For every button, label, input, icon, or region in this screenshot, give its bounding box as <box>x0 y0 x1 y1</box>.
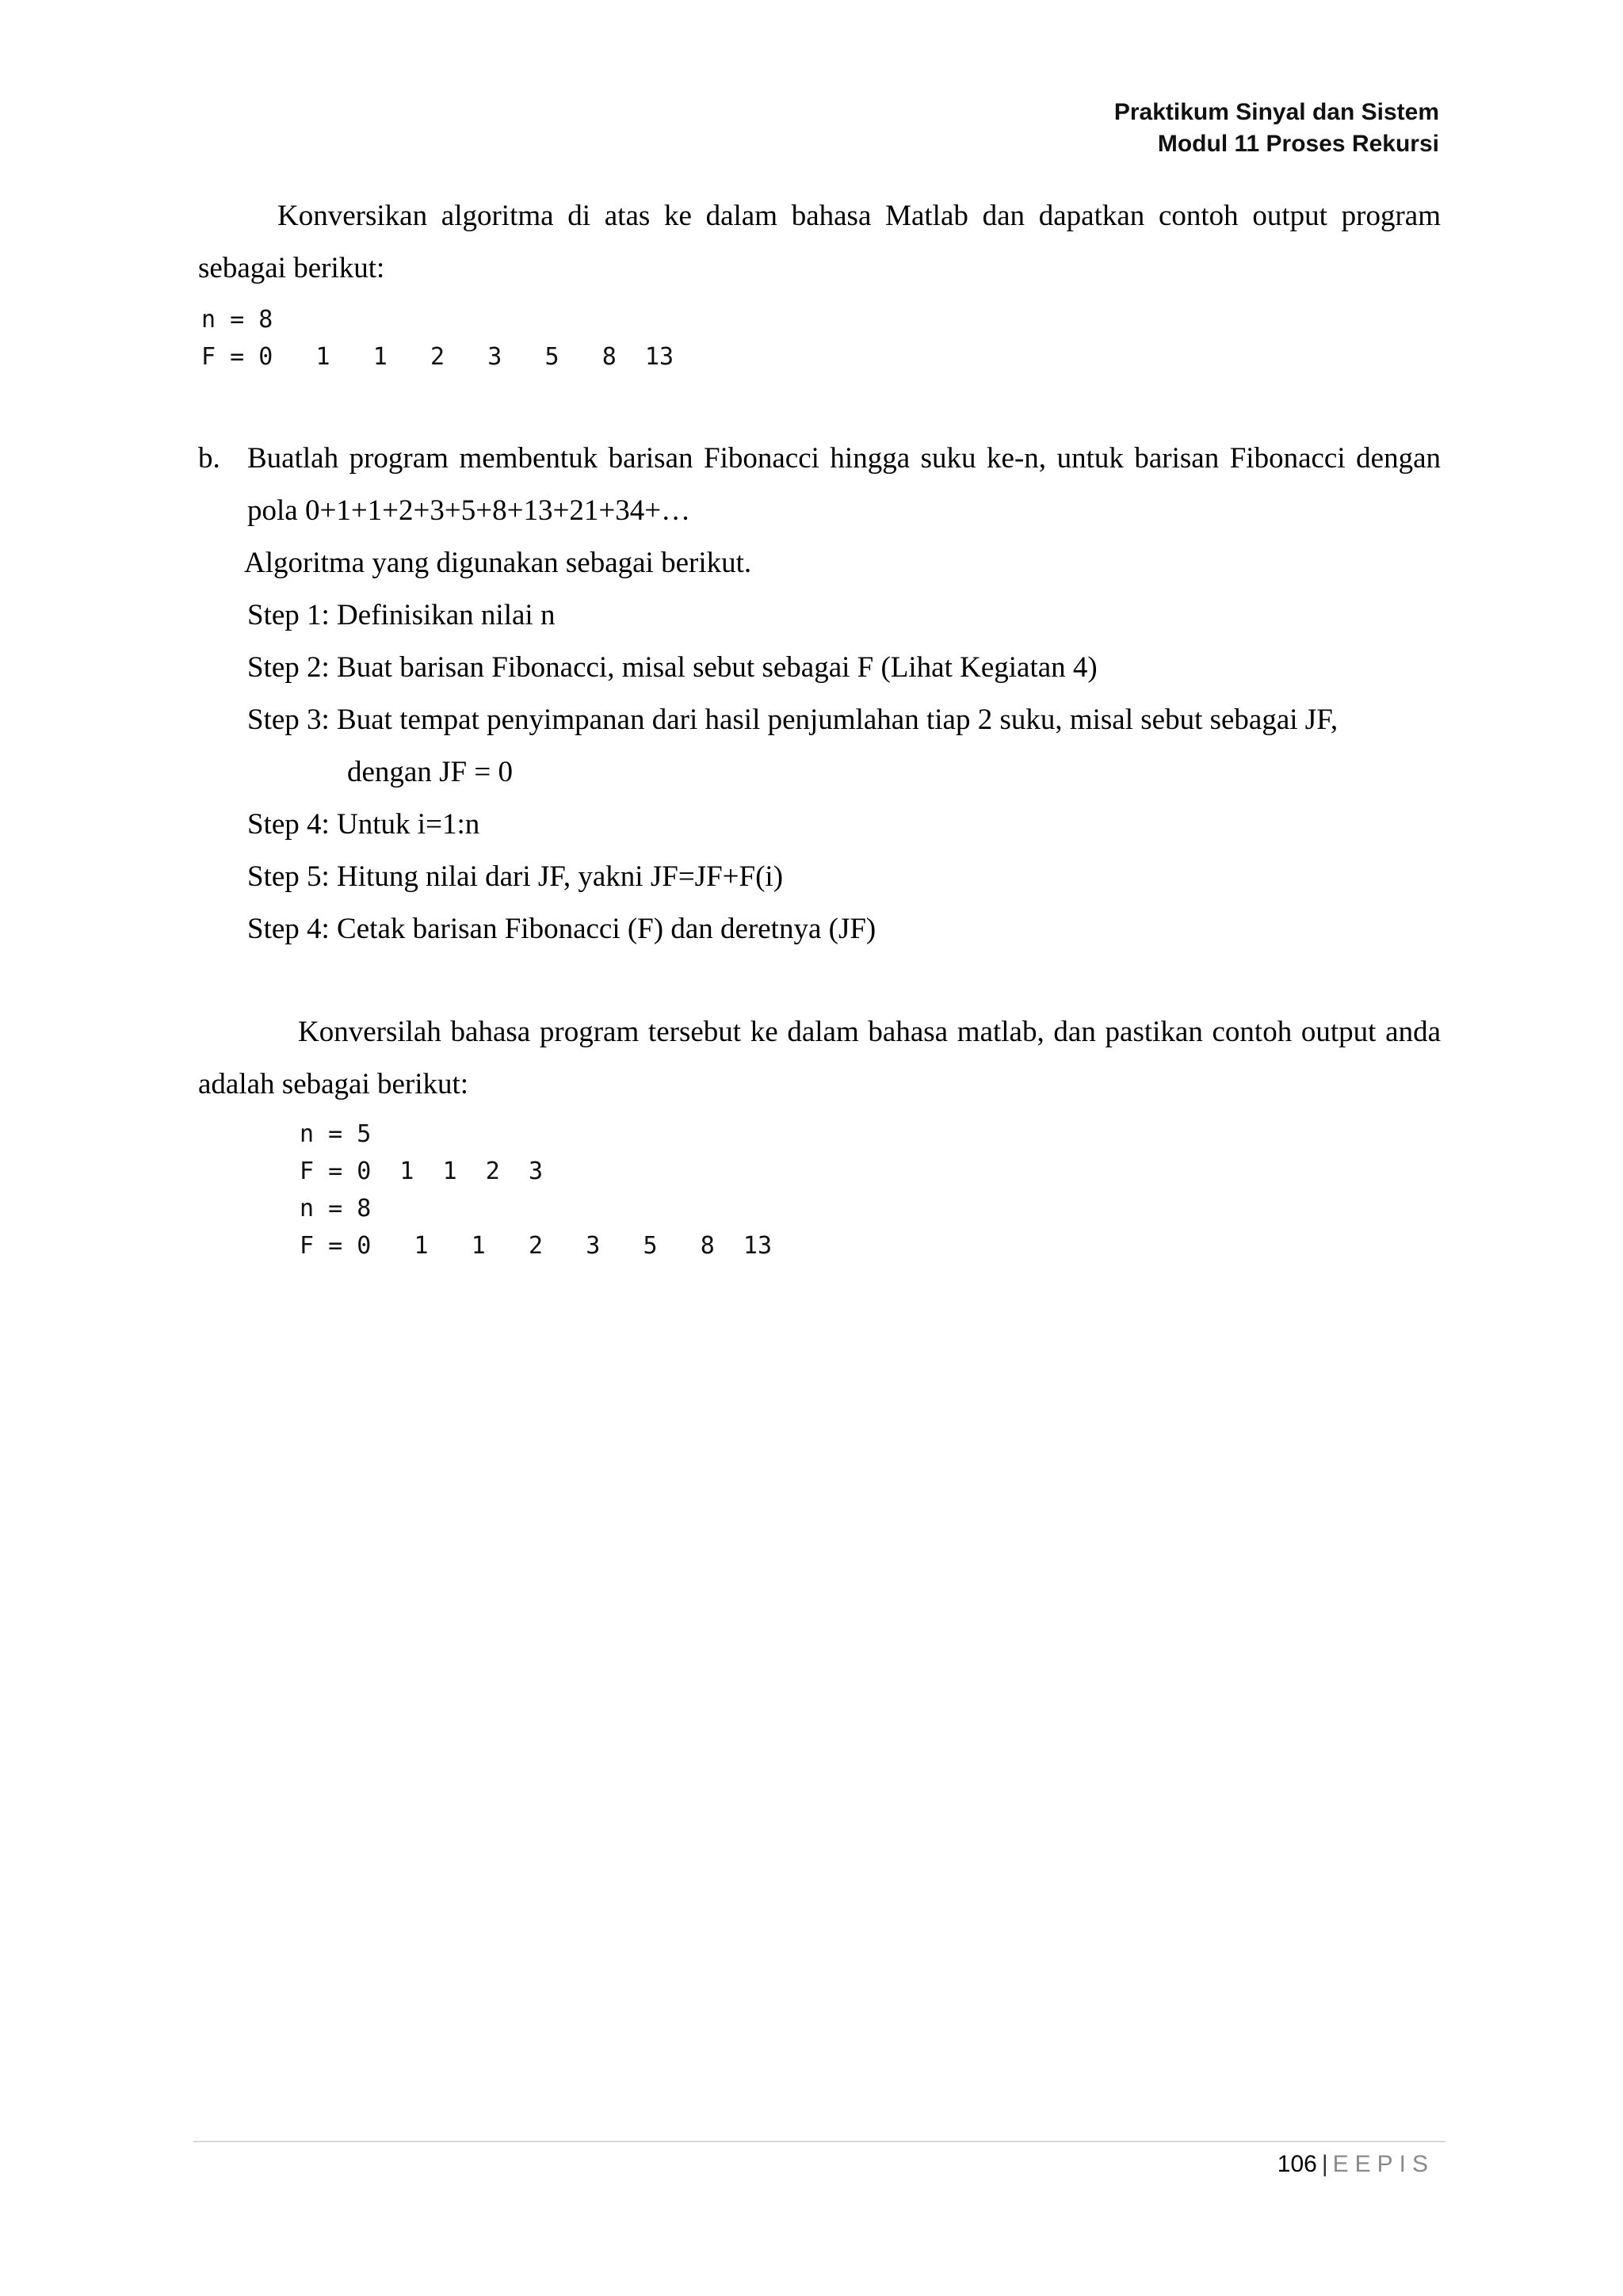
step-item: Step 4: Untuk i=1:n <box>247 808 480 841</box>
algorithm-intro: Algoritma yang digunakan sebagai berikut. <box>244 547 752 579</box>
step-item: Step 4: Cetak barisan Fibonacci (F) dan deretnya (JF) <box>247 913 876 945</box>
step-item: Step 2: Buat barisan Fibonacci, misal sebut sebagai F (Lihat Kegiatan 4) <box>247 651 1098 684</box>
list-marker-b: b. <box>198 442 220 475</box>
running-header <box>1114 97 1439 160</box>
footer-divider <box>193 2141 1445 2142</box>
output-example-1: n = 8 F = 0 1 1 2 3 5 8 13 <box>201 306 674 371</box>
page-number: 106 <box>1277 2151 1317 2177</box>
algorithm-steps <box>247 589 1441 955</box>
page-content <box>198 190 1441 1264</box>
page-footer <box>1277 2149 1434 2180</box>
footer-separator: | <box>1321 2151 1328 2177</box>
convert-paragraph: Konversilah bahasa program tersebut ke dalam bahasa matlab, dan pastikan contoh output anda adalah sebagai berikut: <box>198 1016 1441 1100</box>
intro-paragraph: Konversikan algoritma di atas ke dalam bahasa Matlab dan dapatkan contoh output program sebagai berikut: <box>198 200 1441 284</box>
list-item-b-body <box>247 433 1441 537</box>
output-example-2: n = 5 F = 0 1 1 2 3 n = 8 F = 0 1 1 2 3 5 8 13 <box>300 1120 773 1260</box>
list-item-b <box>198 433 1441 537</box>
step-item: Step 3: Buat tempat penyimpanan dari hasil penjumlahan tiap 2 suku, misal sebut sebagai JF, <box>247 704 1338 736</box>
header-module-title: Modul 11 Proses Rekursi <box>1157 131 1439 157</box>
footer-brand: EEPIS <box>1332 2151 1434 2177</box>
step-continuation: dengan JF = 0 <box>347 756 513 788</box>
item-b-text: Buatlah program membentuk barisan Fibonacci hingga suku ke-n, untuk barisan Fibonacci dengan pola 0+1+1+2+3+5+8+13+21+34+… <box>247 442 1441 527</box>
header-course-title: Praktikum Sinyal dan Sistem <box>1113 99 1439 125</box>
step-item: Step 1: Definisikan nilai n <box>247 599 556 631</box>
step-item: Step 5: Hitung nilai dari JF, yakni JF=JF+F(i) <box>247 860 784 893</box>
